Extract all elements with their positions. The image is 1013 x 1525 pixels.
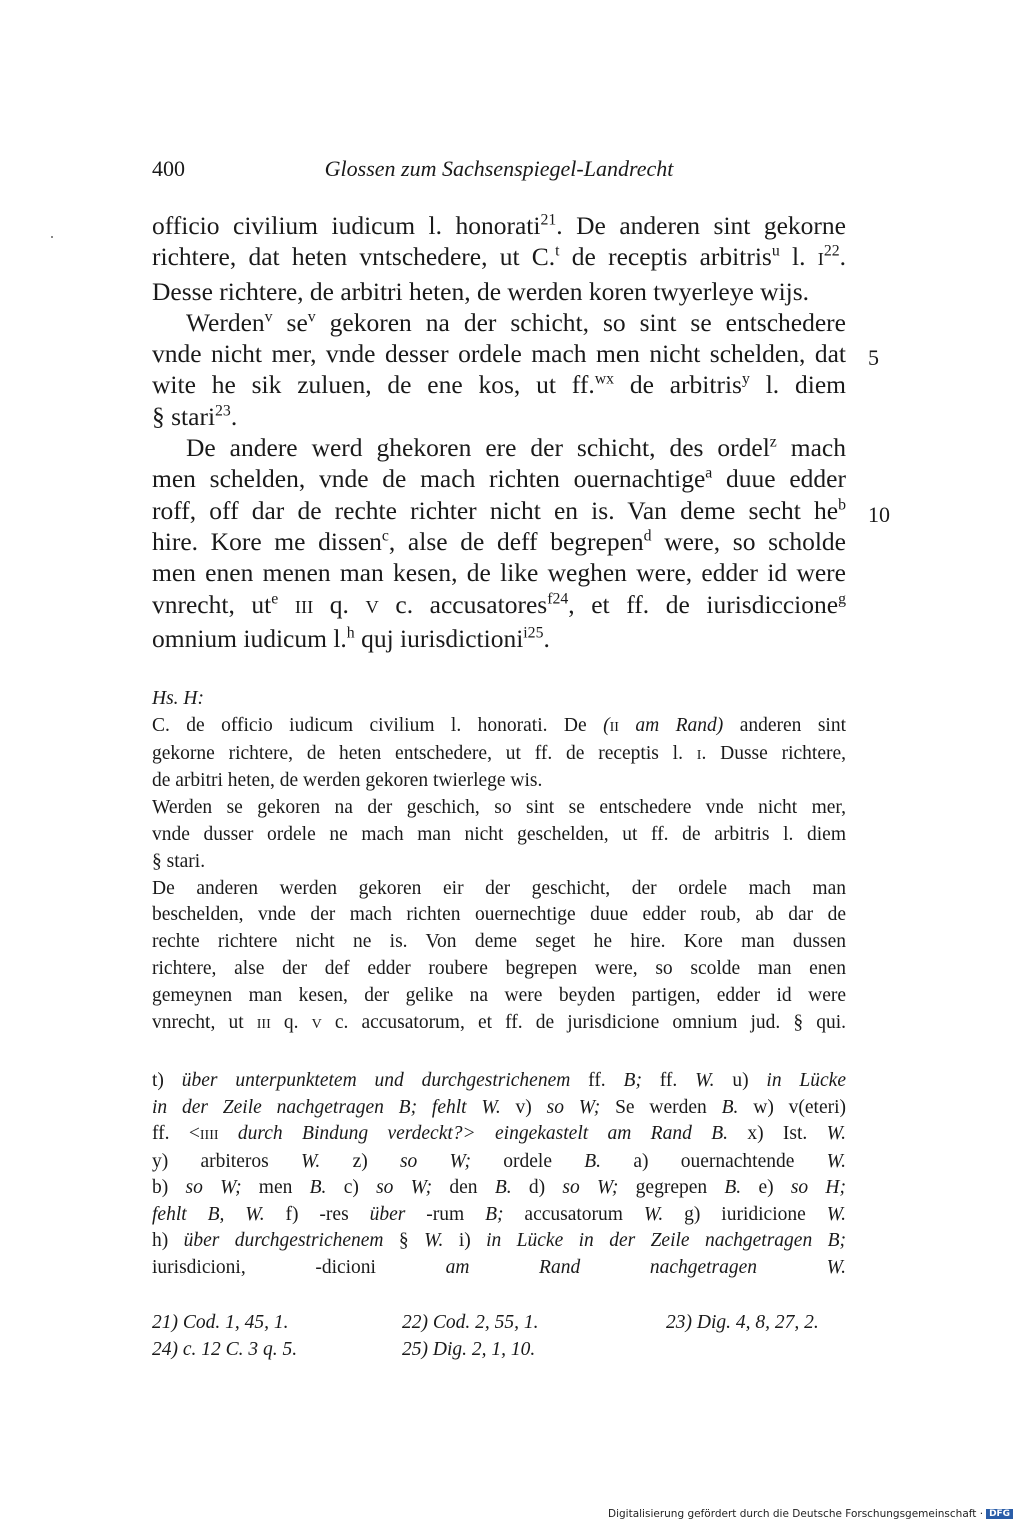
apparatus-line: t) über unterpunktetem und durchgestrichenem ff. B; ff. W. u) in Lücke <box>152 1070 846 1091</box>
line-number-5: 5 <box>868 345 879 370</box>
text-line: rechte richtere nicht ne is. Von deme seget he hire. Kore man dussen <box>152 931 846 953</box>
source-references <box>152 1310 846 1363</box>
text-line: vnrecht, ut III q. V c. accusatorum, et ff. de jurisdicione omnium jud. § qui. <box>152 1011 847 1033</box>
reference-row <box>152 1310 846 1337</box>
text-line: de arbitri heten, de werden gekoren twierlege wis. <box>152 770 543 792</box>
text-line: gemeynen man kesen, der gelike na were beyden partigen, edder id were <box>152 984 846 1006</box>
text-line: men enen menen man kesen, de like weghen were, edder id were <box>152 558 846 588</box>
section-label: Hs. H: <box>152 688 204 709</box>
text-line: omnium iudicum l.$^h$ quj iurisdictioni$^{i25}$. <box>152 623 550 653</box>
text-line: De anderen werden gekoren eir der geschicht, der ordele mach man <box>152 877 846 899</box>
text-line: richtere, dat heten vntschedere, ut C.$^t$ de receptis arbitris$^u$ l. $I^{22}$. <box>152 242 846 272</box>
reference-22: 22) Cod. 2, 55, 1. <box>402 1312 539 1333</box>
text-line: roff, off dar de rechte richter nicht en is. Van deme secht $he^b$ <box>152 495 846 525</box>
apparatus-line: in der Zeile nachgetragen B; fehlt W. v) so W; Se werden B. w) v(eteri) <box>152 1096 847 1118</box>
footer-text: Digitalisierung gefördert durch die Deutsche Forschungsgemeinschaft · <box>608 1508 984 1520</box>
reference-row <box>152 1337 846 1364</box>
text-line: Werden$^v$ $se^v$ gekoren na der schicht, so sint se entschedere <box>186 307 846 337</box>
page-number: 400 <box>152 156 185 181</box>
text-line: beschelden, vnde der mach richten ouernechtige duue edder roub, ab dar de <box>152 904 846 926</box>
digitization-footer <box>608 1508 1013 1520</box>
text-line: § stari$^{23}$. <box>152 401 238 431</box>
dfg-logo: DFG <box>986 1509 1013 1519</box>
apparatus-line: b) so W; men B. c) so W; den B. d) so W; gegrepen B. e) so H; <box>152 1177 847 1198</box>
paragraph-3 <box>152 432 846 654</box>
reference-25: 25) Dig. 2, 1, 10. <box>402 1338 536 1360</box>
reference-23: 23) Dig. 4, 8, 27, 2. <box>666 1312 819 1333</box>
text-line: vnde dusser ordele ne mach man nicht geschelden, ut ff. de arbitris l. diem <box>152 823 846 845</box>
text-line: men schelden, vnde de mach richten ouernachtige$^a$ duue edder <box>152 464 846 494</box>
reference-21: 21) Cod. 1, 45, 1. <box>152 1312 289 1333</box>
scan-speck <box>51 236 53 238</box>
text-line: Desse richtere, de arbitri heten, de werden koren twyerleye wijs. <box>152 276 810 306</box>
apparatus-line: h) über durchgestrichenem § W. i) in Lücke in der Zeile nachgetragen B; <box>152 1230 846 1251</box>
text-line: De andere werd ghekoren ere der schicht, des ordel$^z$ mach <box>186 433 846 463</box>
apparatus-line: fehlt B, W. f) -res über -rum B; accusatorum W. g) iuridicione W. <box>152 1203 847 1225</box>
paragraph-1 <box>152 210 846 307</box>
critical-apparatus <box>152 1068 846 1281</box>
text-line: officio civilium iudicum l. honorati$^{21}$. De anderen sint gekorne <box>152 211 846 240</box>
manuscript-h-variant <box>152 686 846 1037</box>
apparatus-line: iurisdicioni, -dicioni am Rand nachgetragen W. <box>152 1256 846 1278</box>
text-line: richtere, alse der def edder roubere begrepen were, so scolde man enen <box>152 957 846 979</box>
text-line: vnrecht, $ut^e$ III q. V c. accusatores$^{f24}$, et ff. de iurisdiccione$^g$ <box>152 589 846 619</box>
text-line: wite he sik zuluen, de ene kos, ut ff.$^{wx}$ de arbitris$^y$ l. diem <box>152 370 846 400</box>
apparatus-line: ff. <IIII durch Bindung verdeckt?> eingekastelt am Rand B. x) Ist. W. <box>152 1123 847 1144</box>
text-line: gekorne richtere, de heten entschedere, ut ff. de receptis l. I. Dusse richtere, <box>152 742 847 764</box>
paragraph-2 <box>152 307 846 432</box>
main-text <box>152 210 846 654</box>
running-title: Glossen zum Sachsenspiegel-Landrecht <box>324 156 674 181</box>
reference-24: 24) c. 12 C. 3 q. 5. <box>152 1338 298 1360</box>
text-line: vnde nicht mer, vnde desser ordele mach men nicht schelden, dat <box>152 339 846 369</box>
page-header <box>152 156 852 186</box>
line-number-10: 10 <box>868 502 890 527</box>
text-line: § stari. <box>152 850 206 872</box>
apparatus-line: y) arbiteros W. z) so W; ordele B. a) ouernachtende W. <box>152 1150 846 1172</box>
text-line: Werden se gekoren na der geschich, so sint se entschedere vnde nicht mer, <box>152 797 846 819</box>
text-line: hire. Kore me dissen$^c$, alse de deff begrepen$^d$ were, so scholde <box>152 526 846 556</box>
text-line: C. de officio iudicum civilium l. honorati. De (II am Rand) anderen sint <box>152 714 847 736</box>
